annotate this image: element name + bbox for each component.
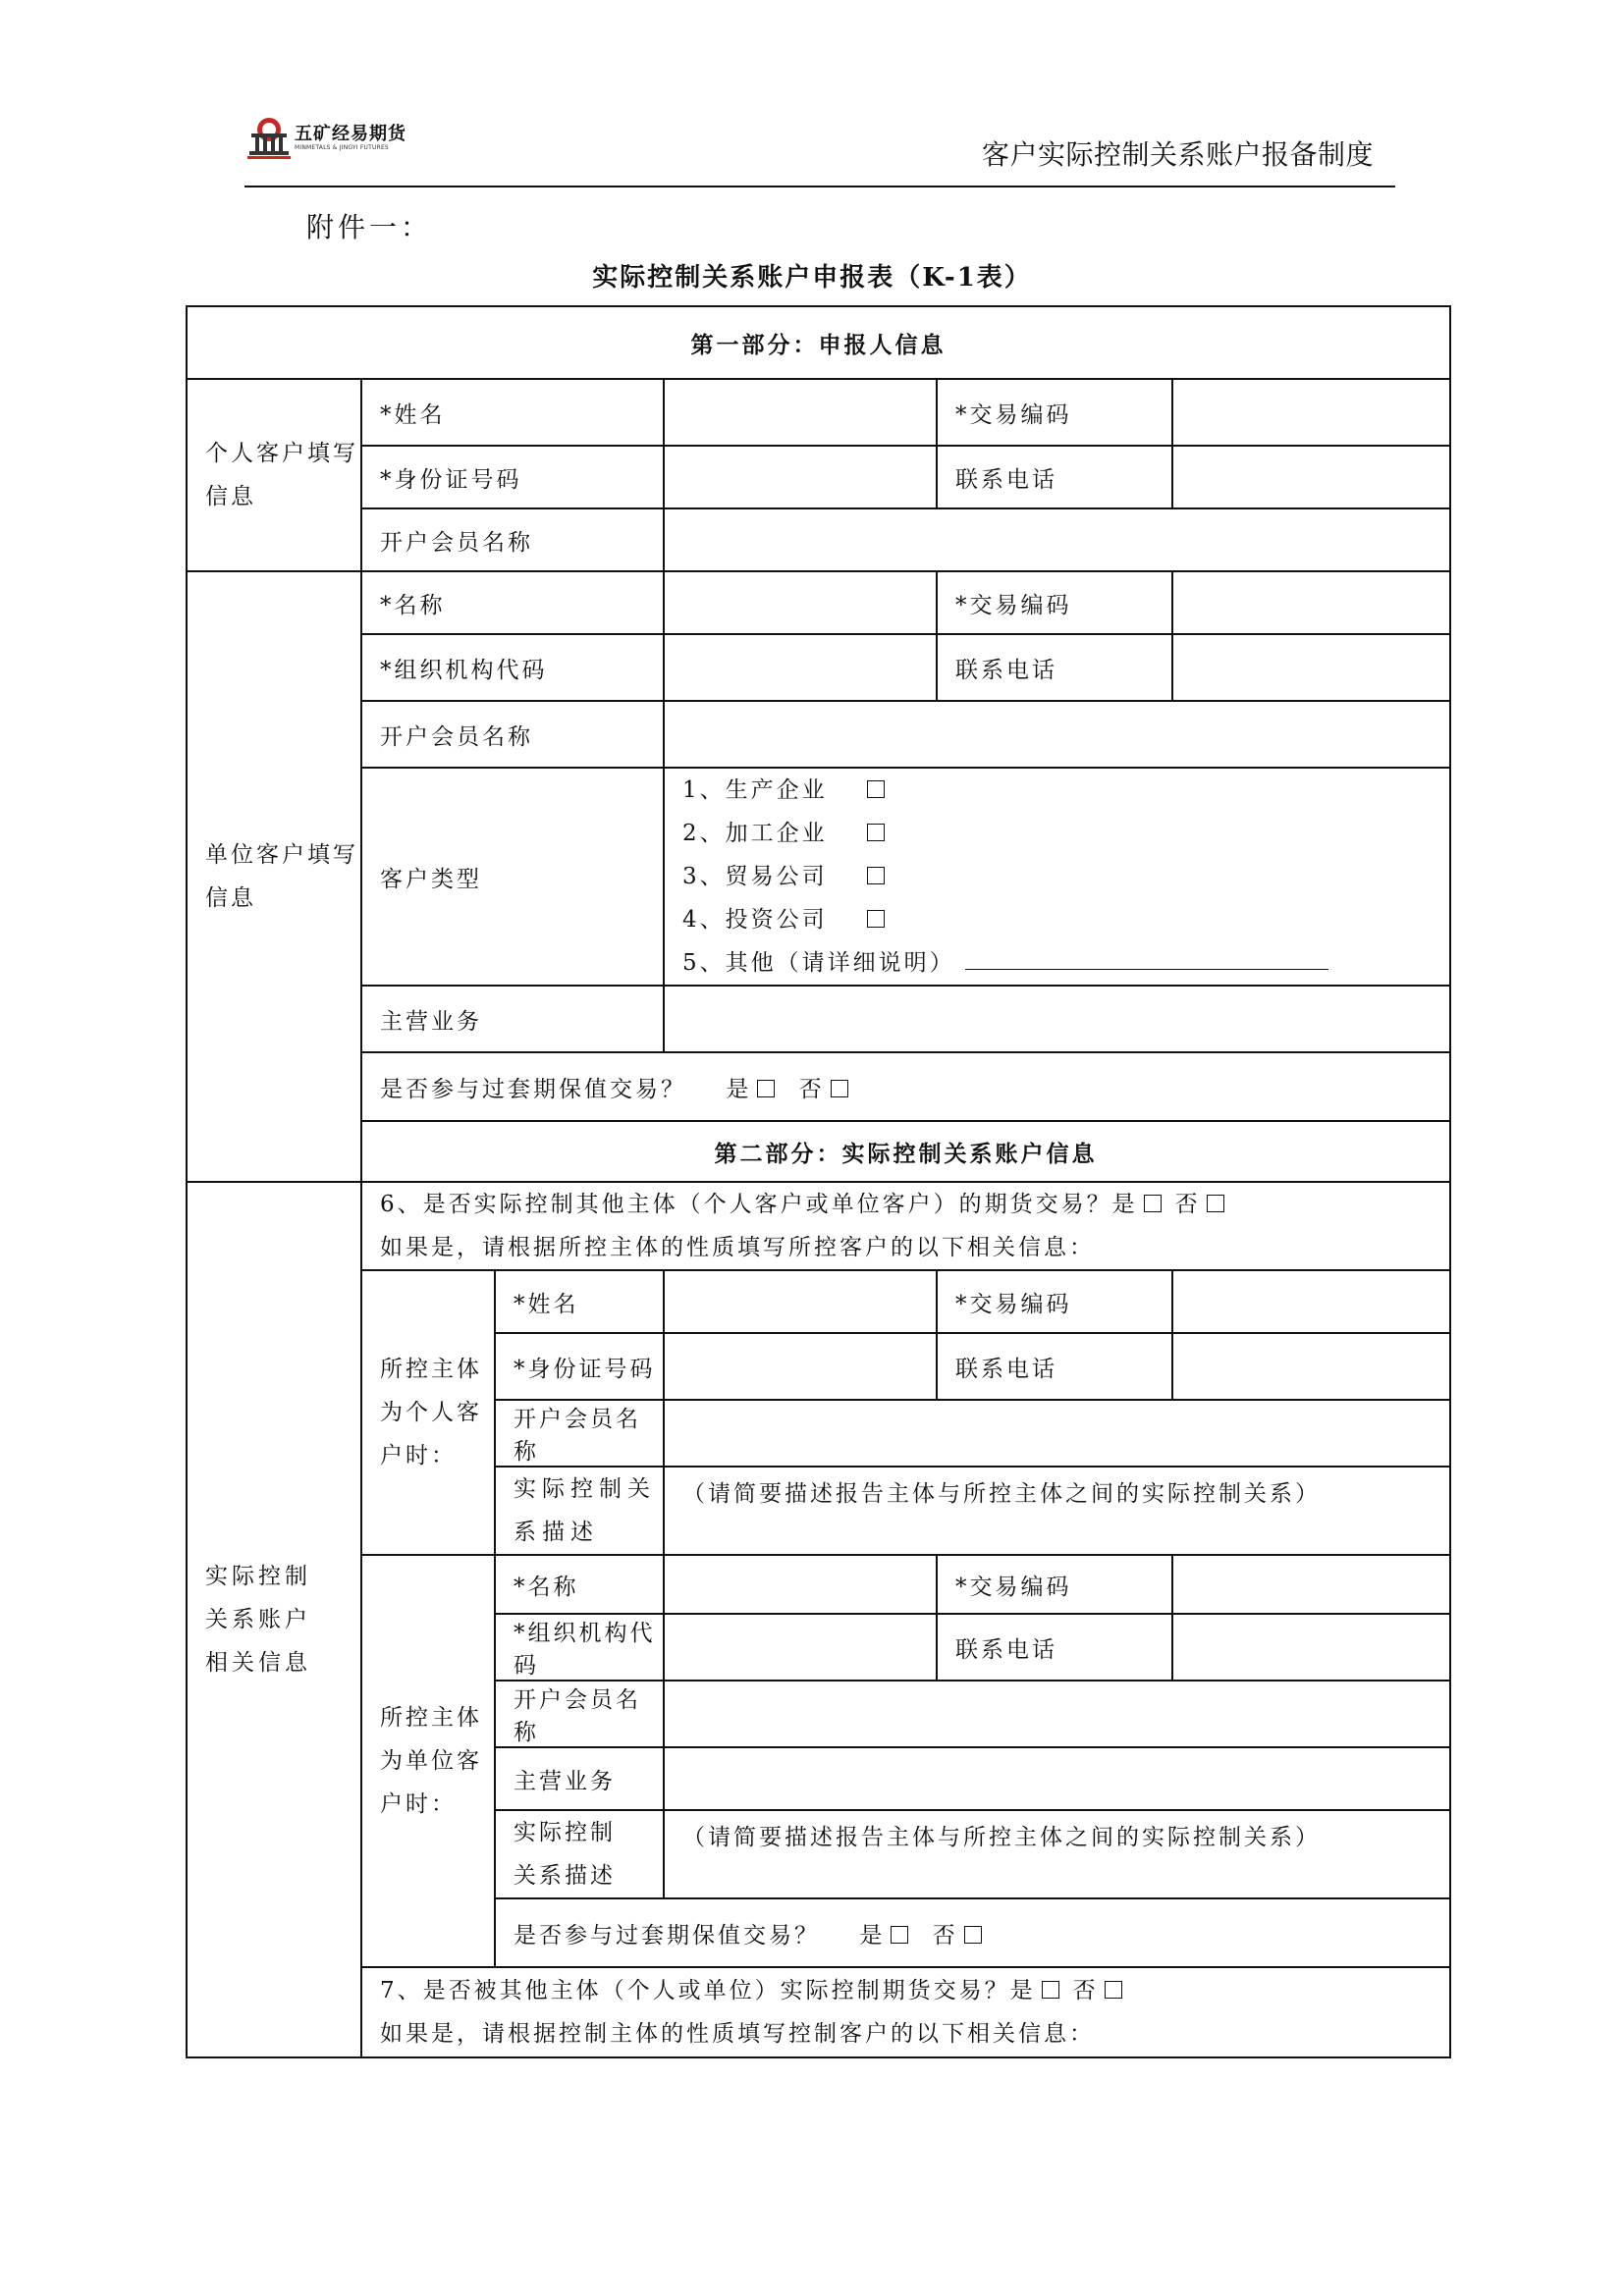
checkbox-icon[interactable] bbox=[867, 910, 885, 928]
type-option-2[interactable]: 2、加工企业 bbox=[682, 812, 1449, 855]
q6-no-label: 否 bbox=[1174, 1192, 1201, 1217]
ctrl-ind-member-label: 开户会员名称 bbox=[495, 1400, 664, 1467]
q6-note: 如果是，请根据所控主体的性质填写所控客户的以下相关信息： bbox=[380, 1235, 1095, 1260]
part2-heading: 第二部分：实际控制关系账户信息 bbox=[361, 1121, 1450, 1182]
q7-no-label: 否 bbox=[1072, 1978, 1099, 2003]
customer-type-label: 客户类型 bbox=[361, 768, 664, 986]
ctrl-ind-name-label: *姓名 bbox=[495, 1270, 664, 1333]
individual-phone-field[interactable] bbox=[1172, 446, 1450, 508]
entity-trade-code-label: *交易编码 bbox=[937, 571, 1172, 634]
main-business-label: 主营业务 bbox=[361, 986, 664, 1052]
annex-label: 附件一： bbox=[306, 211, 433, 243]
entity-section-label: 单位客户填写信息 bbox=[187, 571, 361, 1182]
type-option-5[interactable]: 5、其他（请详细说明） bbox=[682, 941, 1449, 985]
other-detail-line[interactable] bbox=[965, 969, 1328, 970]
q7-row bbox=[361, 1967, 1450, 2057]
main-business-field[interactable] bbox=[664, 986, 1450, 1052]
hedge-question-row bbox=[361, 1052, 1450, 1121]
ctrl-ind-phone-field[interactable] bbox=[1172, 1333, 1450, 1400]
ctrl-ent-name-field[interactable] bbox=[664, 1555, 937, 1614]
entity-org-code-label: *组织机构代码 bbox=[361, 634, 664, 701]
individual-id-label: *身份证号码 bbox=[361, 446, 664, 508]
entity-trade-code-field[interactable] bbox=[1172, 571, 1450, 634]
hedge-yes-checkbox[interactable] bbox=[757, 1080, 775, 1097]
q6-no-checkbox[interactable] bbox=[1207, 1195, 1224, 1212]
q7-text: 7、是否被其他主体（个人或单位）实际控制期货交易？是 bbox=[380, 1978, 1036, 2003]
entity-name-label: *名称 bbox=[361, 571, 664, 634]
entity-member-field[interactable] bbox=[664, 701, 1450, 768]
ctrl-ent-member-label: 开户会员名称 bbox=[495, 1681, 664, 1747]
document-title: 客户实际控制关系账户报备制度 bbox=[982, 138, 1375, 171]
hedge-question-text: 是否参与过套期保值交易？ bbox=[380, 1076, 686, 1102]
company-logo bbox=[247, 116, 406, 161]
ctrl-ind-name-field[interactable] bbox=[664, 1270, 937, 1333]
ctrl-ent-relation-label-2: 关系描述 bbox=[514, 1863, 616, 1889]
individual-name-field[interactable] bbox=[664, 379, 937, 446]
q7-yes-checkbox[interactable] bbox=[1042, 1981, 1059, 1999]
header-divider bbox=[244, 186, 1395, 187]
ctrl-ind-relation-field[interactable]: （请简要描述报告主体与所控主体之间的实际控制关系） bbox=[664, 1467, 1450, 1555]
ctrl-ent-main-business-label: 主营业务 bbox=[495, 1747, 664, 1810]
type-option-4[interactable]: 4、投资公司 bbox=[682, 898, 1449, 941]
ctrl-ent-member-field[interactable] bbox=[664, 1681, 1450, 1747]
page-header bbox=[0, 0, 1624, 196]
ctrl-ent-trade-code-label: *交易编码 bbox=[937, 1555, 1172, 1614]
type-option-1[interactable]: 1、生产企业 bbox=[682, 769, 1449, 812]
individual-member-label: 开户会员名称 bbox=[361, 508, 664, 571]
ctrl-ent-relation-field[interactable]: （请简要描述报告主体与所控主体之间的实际控制关系） bbox=[664, 1810, 1450, 1898]
checkbox-icon[interactable] bbox=[867, 780, 885, 798]
ctrl-ent-hedge-question: 是否参与过套期保值交易？ bbox=[514, 1922, 820, 1949]
part1-heading: 第一部分：申报人信息 bbox=[187, 306, 1450, 379]
ctrl-ind-trade-code-label: *交易编码 bbox=[937, 1270, 1172, 1333]
logo-english: MINMETALS & JINGYI FUTURES bbox=[295, 144, 389, 151]
ctrl-ent-org-code-label: *组织机构代码 bbox=[495, 1614, 664, 1681]
individual-id-field[interactable] bbox=[664, 446, 937, 508]
q6-row bbox=[361, 1182, 1450, 1270]
individual-name-label: *姓名 bbox=[361, 379, 664, 446]
entity-phone-label: 联系电话 bbox=[937, 634, 1172, 701]
ctrl-ind-id-label: *身份证号码 bbox=[495, 1333, 664, 1400]
ctrl-ind-trade-code-field[interactable] bbox=[1172, 1270, 1450, 1333]
ctrl-entity-label: 所控主体为单位客户时： bbox=[361, 1555, 495, 1967]
type-option-3[interactable]: 3、贸易公司 bbox=[682, 855, 1449, 898]
entity-member-label: 开户会员名称 bbox=[361, 701, 664, 768]
checkbox-icon[interactable] bbox=[867, 867, 885, 884]
individual-phone-label: 联系电话 bbox=[937, 446, 1172, 508]
ctrl-ent-relation-label bbox=[495, 1810, 664, 1898]
q6-yes-checkbox[interactable] bbox=[1144, 1195, 1162, 1212]
ctrl-ind-member-field[interactable] bbox=[664, 1400, 1450, 1467]
ctrl-ind-relation-label: 实际控制关系描述 bbox=[495, 1467, 664, 1555]
entity-name-field[interactable] bbox=[664, 571, 937, 634]
form-title: 实际控制关系账户申报表（K-1表） bbox=[592, 263, 1032, 293]
logo-name: 五矿经易期货 bbox=[295, 124, 406, 144]
ctrl-ent-org-code-field[interactable] bbox=[664, 1614, 937, 1681]
ctrl-ent-trade-code-field[interactable] bbox=[1172, 1555, 1450, 1614]
control-section-label: 实际控制关系账户相关信息 bbox=[187, 1182, 361, 2057]
hedge-no-checkbox[interactable] bbox=[831, 1080, 848, 1097]
entity-phone-field[interactable] bbox=[1172, 634, 1450, 701]
ctrl-ent-hedge-no-label: 否 bbox=[932, 1922, 958, 1949]
ctrl-ent-main-business-field[interactable] bbox=[664, 1747, 1450, 1810]
ctrl-ent-phone-field[interactable] bbox=[1172, 1614, 1450, 1681]
q7-no-checkbox[interactable] bbox=[1105, 1981, 1122, 1999]
q7-note: 如果是，请根据控制主体的性质填写控制客户的以下相关信息： bbox=[380, 2021, 1095, 2047]
hedge-no-label: 否 bbox=[798, 1076, 825, 1102]
ctrl-ind-id-field[interactable] bbox=[664, 1333, 937, 1400]
ctrl-ent-hedge-yes-checkbox[interactable] bbox=[891, 1926, 908, 1944]
ctrl-individual-label: 所控主体为个人客户时： bbox=[361, 1270, 495, 1555]
declaration-form bbox=[186, 305, 1451, 2058]
customer-type-options bbox=[664, 768, 1450, 986]
individual-member-field[interactable] bbox=[664, 508, 1450, 571]
logo-emblem-icon bbox=[247, 116, 291, 161]
ctrl-ent-hedge-no-checkbox[interactable] bbox=[964, 1926, 982, 1944]
q6-text: 6、是否实际控制其他主体（个人客户或单位客户）的期货交易？是 bbox=[380, 1192, 1138, 1217]
ctrl-ind-phone-label: 联系电话 bbox=[937, 1333, 1172, 1400]
ctrl-ent-hedge-yes-label: 是 bbox=[859, 1922, 886, 1949]
ctrl-ent-hedge-row bbox=[495, 1898, 1450, 1967]
individual-section-label: 个人客户填写信息 bbox=[187, 379, 361, 571]
individual-trade-code-field[interactable] bbox=[1172, 379, 1450, 446]
individual-trade-code-label: *交易编码 bbox=[937, 379, 1172, 446]
checkbox-icon[interactable] bbox=[867, 824, 885, 841]
ctrl-ent-name-label: *名称 bbox=[495, 1555, 664, 1614]
entity-org-code-field[interactable] bbox=[664, 634, 937, 701]
ctrl-ent-phone-label: 联系电话 bbox=[937, 1614, 1172, 1681]
ctrl-ent-relation-label-1: 实际控制 bbox=[514, 1820, 616, 1845]
hedge-yes-label: 是 bbox=[726, 1076, 752, 1102]
